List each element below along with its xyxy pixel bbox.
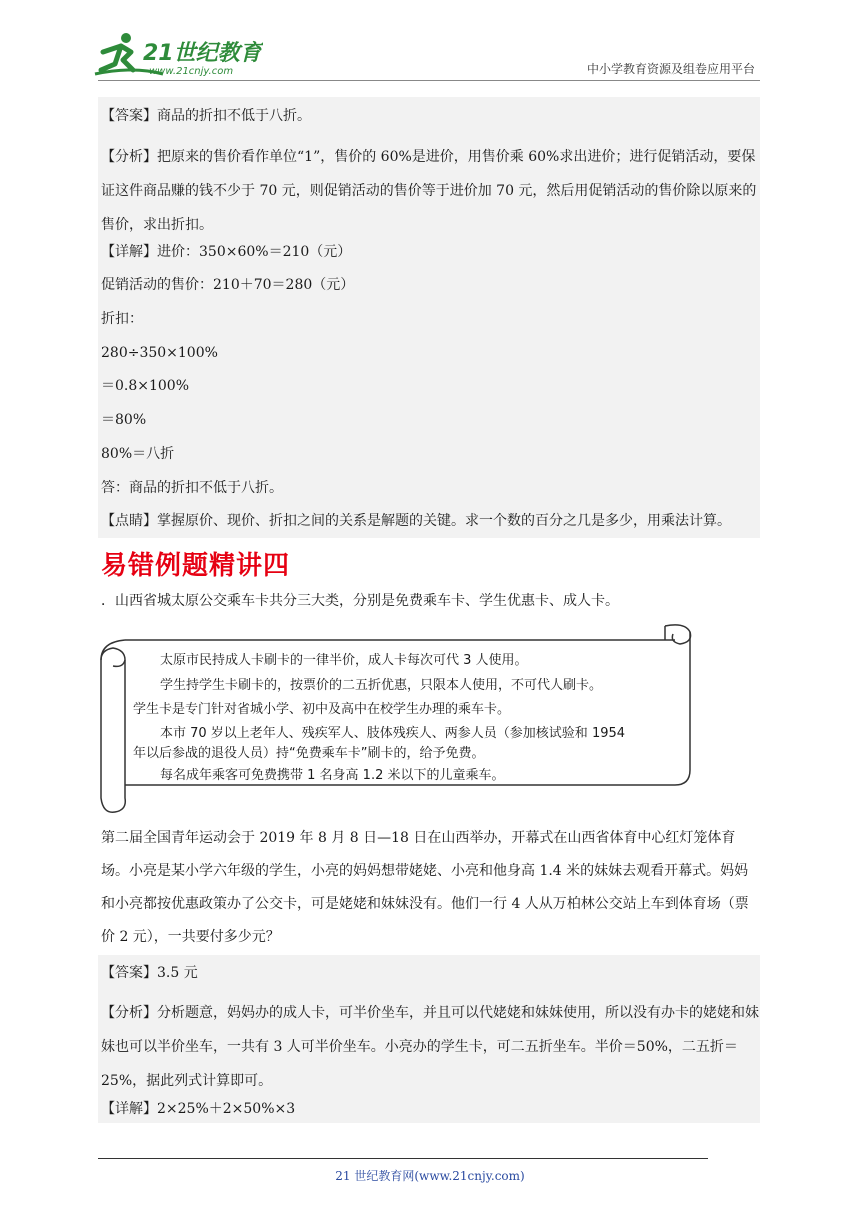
analysis-tag: 【分析】: [101, 1005, 157, 1021]
scroll-line-5: 年以后参战的退役人员）持“免费乘车卡”刷卡的，给予免费。: [133, 746, 485, 761]
scroll-line-4: 本市 70 岁以上老年人、残疾军人、肢体残疾人、两参人员（参加核试验和 1954: [160, 726, 626, 741]
scroll-line-1: 太原市民持成人卡刷卡的一律半价，成人卡每次可代 3 人使用。: [160, 653, 528, 668]
detail-text: 进价：350×60%＝210（元）: [157, 244, 352, 260]
detail-line-5: ＝0.8×100%: [101, 378, 190, 394]
point-text: 掌握原价、现价、折扣之间的关系是解题的关键。求一个数的百分之几是多少，用乘法计算。: [157, 513, 731, 529]
detail-line-7: 80%＝八折: [101, 446, 175, 462]
scroll-line-3: 学生卡是专门针对省城小学、初中及高中在校学生办理的乘车卡。: [133, 702, 511, 717]
answer-text: 3.5 元: [157, 965, 198, 981]
answer-line-1: [101, 108, 311, 124]
analysis-text: 分析题意，妈妈办的成人卡，可半价坐车，并且可以代姥姥和妹妹使用，所以没有办卡的姥姥和妹妹也可以半价坐车，一共有 3 人可半价坐车。小亮办的学生卡，可二五折坐车。半价＝50%，二五折＝25%，据此列式计算即可。: [101, 1005, 759, 1089]
analysis-paragraph-2: [101, 996, 759, 1098]
logo-url: www.21cnjy.com: [149, 66, 234, 77]
section-title: 易错例题精讲四: [101, 551, 291, 581]
detail-tag: 【详解】: [101, 244, 157, 260]
question-intro: ．山西省城太原公交乘车卡共分三大类，分别是免费乘车卡、学生优惠卡、成人卡。: [101, 593, 619, 609]
scroll-line-6: 每名成年乘客可免费携带 1 名身高 1.2 米以下的儿童乘车。: [160, 768, 505, 783]
analysis-tag: 【分析】: [101, 149, 157, 165]
answer-tag: 【答案】: [101, 965, 157, 981]
detail-line-6: ＝80%: [101, 412, 147, 428]
analysis-paragraph-1: [101, 140, 759, 242]
answer-line-2: [101, 965, 198, 981]
detail-line-b2: [101, 1101, 295, 1117]
detail-line-8: 答：商品的折扣不低于八折。: [101, 480, 283, 496]
detail-text: 2×25%＋2×50%×3: [157, 1101, 296, 1117]
question-paragraph: 第二届全国青年运动会于 2019 年 8 月 8 日—18 日在山西举办，开幕式在山西省体育中心红灯笼体育场。小亮是某小学六年级的学生，小亮的妈妈想带姥姥、小亮和他身高 1.4 米的妹妹去观看开幕式。妈妈和小亮都按优惠政策办了公交卡，可是姥姥和妹妹没有。他们一行 4 人从万柏林公交站上车到体育场（票价 2 元），一共要付多少元？: [101, 830, 749, 945]
logo-text: 21世纪教育: [143, 41, 262, 66]
footer-divider: [98, 1158, 708, 1159]
analysis-text: 把原来的售价看作单位“1”，售价的 60%是进价，用售价乘 60%求出进价；进行促销活动，要保证这件商品赚的钱不少于 70 元，则促销活动的售价等于进价加 70 元，然后用促销活动的售价除以原来的售价，求出折扣。: [101, 149, 757, 233]
detail-line-4: 280÷350×100%: [101, 345, 218, 361]
detail-line-2: 促销活动的售价：210＋70＝280（元）: [101, 277, 355, 293]
footer-text: 21 世纪教育网(www.21cnjy.com): [335, 1169, 525, 1183]
detail-tag: 【详解】: [101, 1101, 157, 1117]
point-tag: 【点睛】: [101, 513, 157, 529]
header-divider: [98, 80, 760, 81]
answer-text: 商品的折扣不低于八折。: [157, 108, 311, 124]
answer-tag: 【答案】: [101, 108, 157, 124]
platform-name: 中小学教育资源及组卷应用平台: [586, 62, 755, 76]
page-header: [0, 0, 860, 90]
detail-line-1: [101, 244, 351, 260]
point-line: [101, 513, 731, 529]
scroll-line-2: 学生持学生卡刷卡的，按票价的二五折优惠，只限本人使用，不可代人刷卡。: [160, 678, 603, 693]
site-logo: [93, 30, 263, 80]
detail-line-3: 折扣：: [101, 311, 143, 327]
